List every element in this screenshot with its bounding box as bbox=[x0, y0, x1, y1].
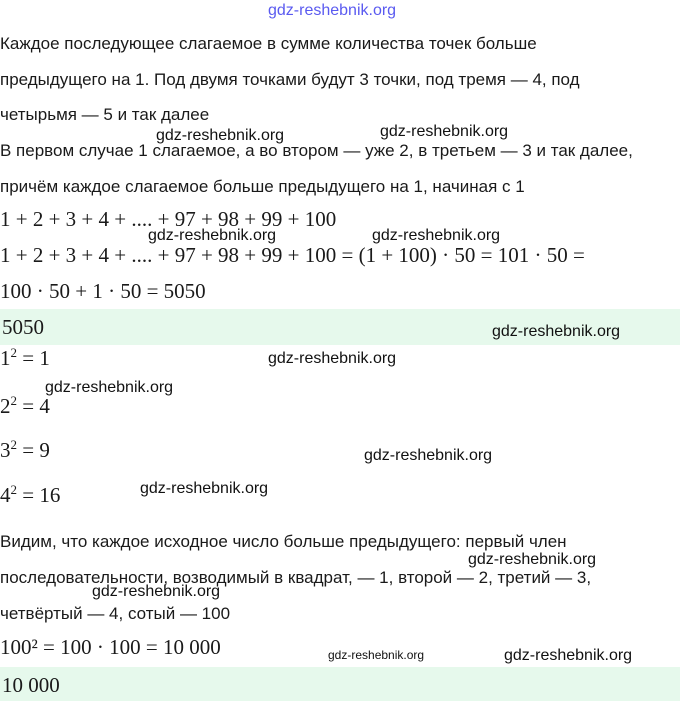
watermark: gdz-reshebnik.org bbox=[140, 480, 269, 497]
paragraph-2-line-1: В первом случае 1 слагаемое, а во втором — уже 2, в третьем — 3 и так далее, bbox=[0, 141, 633, 160]
watermark: gdz-reshebnik.org bbox=[328, 648, 425, 662]
answer-2: 10 000 bbox=[2, 673, 60, 697]
watermark: gdz-reshebnik.org bbox=[468, 551, 597, 568]
watermark-header: gdz-reshebnik.org bbox=[268, 2, 397, 19]
watermark: gdz-reshebnik.org bbox=[364, 447, 493, 464]
answer-band-2 bbox=[0, 667, 680, 701]
watermark: gdz-reshebnik.org bbox=[156, 127, 285, 144]
watermark: gdz-reshebnik.org bbox=[45, 379, 174, 396]
square-3-value: 9 bbox=[39, 438, 50, 462]
square-3: $3^2 = 9$ bbox=[0, 437, 50, 462]
watermark: gdz-reshebnik.org bbox=[504, 647, 633, 664]
watermark: gdz-reshebnik.org bbox=[372, 227, 501, 244]
watermark: gdz-reshebnik.org bbox=[148, 227, 277, 244]
watermark: gdz-reshebnik.org bbox=[92, 583, 221, 600]
paragraph-1-line-2: предыдущего на 1. Под двумя точками будут 3 точки, под тремя — 4, под bbox=[0, 70, 580, 89]
square-4: $4^2 = 16$ bbox=[0, 482, 61, 507]
square-2: $2^2 = 4$ bbox=[0, 393, 50, 418]
paragraph-2-line-2: причём каждое слагаемое больше предыдущего на 1, начиная с 1 bbox=[0, 177, 525, 196]
paragraph-3-line-3: четвёртый — 4, сотый — 100 bbox=[0, 604, 231, 623]
watermark: gdz-reshebnik.org bbox=[492, 323, 621, 340]
formula-pairing: 1 + 2 + 3 + 4 + .... + 97 + 98 + 99 + 100 = (1 + 100) · 50 = 101 · 50 = bbox=[0, 243, 585, 267]
paragraph-3-line-1: Видим, что каждое исходное число больше предыдущего: первый член bbox=[0, 532, 567, 551]
watermark: gdz-reshebnik.org bbox=[268, 350, 397, 367]
formula-result: 100 · 50 + 1 · 50 = 5050 bbox=[0, 279, 206, 303]
square-1-value: 1 bbox=[39, 346, 50, 370]
square-1: $1^2 = 1$ bbox=[0, 345, 50, 370]
paragraph-3-line-2: последовательности, возводимый в квадрат, — 1, второй — 2, третий — 3, bbox=[0, 568, 592, 587]
square-4-value: 16 bbox=[39, 483, 61, 507]
paragraph-1-line-1: Каждое последующее слагаемое в сумме количества точек больше bbox=[0, 34, 537, 53]
square-2-value: 4 bbox=[39, 394, 50, 418]
formula-sum: 1 + 2 + 3 + 4 + .... + 97 + 98 + 99 + 100 bbox=[0, 207, 337, 231]
answer-1: 5050 bbox=[2, 315, 44, 339]
paragraph-1-line-3: четырьмя — 5 и так далее bbox=[0, 105, 210, 124]
formula-square-100: 100² = 100 · 100 = 10 000 bbox=[0, 635, 221, 659]
watermark: gdz-reshebnik.org bbox=[380, 123, 509, 140]
